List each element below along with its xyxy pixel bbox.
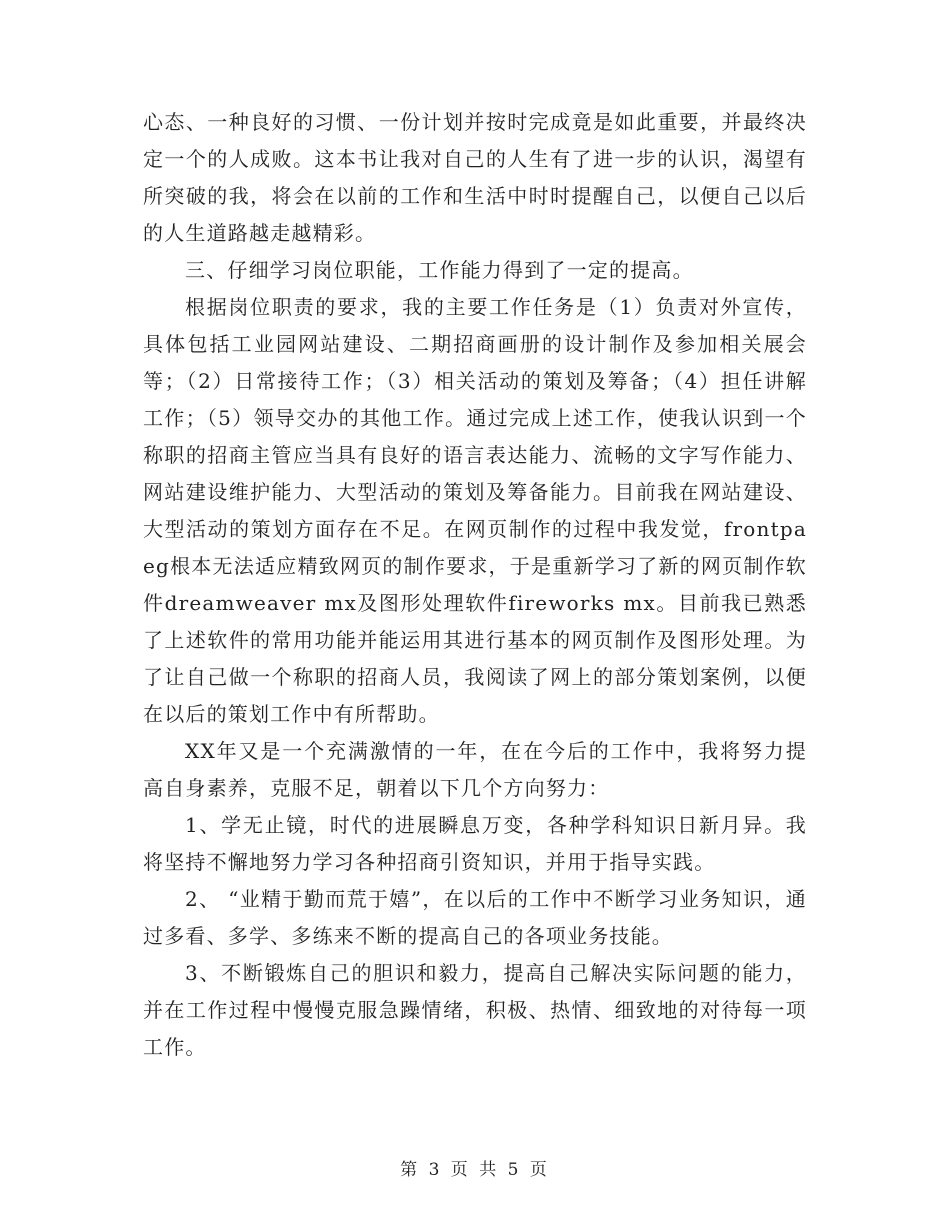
paragraph-continuation: 心态、一种良好的习惯、一份计划并按时完成竟是如此重要，并最终决定一个的人成败。这本书让我对自己的人生有了进一步的认识，渴望有所突破的我，将会在以前的工作和生活中时时提醒自己，以便自己以后的人生道路越走越精彩。 — [143, 110, 807, 245]
page-number-footer: 第 3 页 共 5 页 — [400, 1160, 550, 1180]
paragraph-job-duties: 根据岗位职责的要求，我的主要工作任务是（1）负责对外宣传，具体包括工业园网站建设、二期招商画册的设计制作及参加相关展会等；（2）日常接待工作；（3）相关活动的策划及筹备；（4）担任讲解工作；（5）领导交办的其他工作。通过完成上述工作，使我认识到一个称职的招商主管应当具有良好的语言表达能力、流畅的文字写作能力、网站建设维护能力、大型活动的策划及筹备能力。目前我在网站建设、大型活动的策划方面存在不足。在网页制作的过程中我发觉，frontpaeg根本无法适应精致网页的制作要求，于是重新学习了新的网页制作软件dreamweaver mx及图形处理软件fireworks mx。目前我已熟悉了上述软件的常用功能并能运用其进行基本的网页制作及图形处理。为了让自己做一个称职的招商人员，我阅读了网上的部分策划案例，以便在以后的策划工作中有所帮助。 — [143, 295, 807, 726]
list-item-1: 1、学无止镜，时代的进展瞬息万变，各种学科知识日新月异。我将坚持不懈地努力学习各种招商引资知识，并用于指导实践。 — [143, 813, 807, 874]
section-heading-three: 三、仔细学习岗位职能，工作能力得到了一定的提高。 — [185, 258, 694, 282]
document-body — [143, 104, 807, 1066]
list-item-2: 2、 “业精于勤而荒于嬉”，在以后的工作中不断学习业务知识，通过多看、多学、多练来不断的提高自己的各项业务技能。 — [143, 887, 807, 948]
list-item-3: 3、不断锻炼自己的胆识和毅力，提高自己解决实际问题的能力，并在工作过程中慢慢克服急躁情绪，积极、热情、细致地的对待每一项工作。 — [143, 961, 807, 1059]
paragraph-outlook: XX年又是一个充满激情的一年，在在今后的工作中，我将努力提高自身素养，克服不足，朝着以下几个方向努力： — [143, 739, 807, 800]
